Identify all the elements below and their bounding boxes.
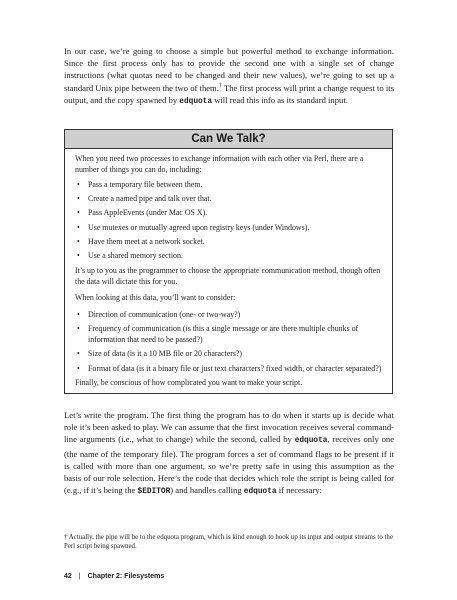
body-text-3: ) and handles calling (170, 485, 244, 496)
list-item: • Direction of communication (one- or two-way?) (75, 310, 385, 320)
intro-text-1: In our case, we’re going to choose a simple but powerful method to exchange information. Since the first process only has to provide the second one with a single set of change instructions (what quotas need to be changed and their new values), we’re going to set up a standard Unix pipe between the two of them. (64, 46, 394, 93)
sidebar-closing-text: Finally, be conscious of how complicated you want to make your script. (75, 378, 303, 387)
list-item: • Pass a temporary file between them. (75, 179, 385, 190)
footer-separator: | (78, 573, 81, 580)
sidebar-title: Can We Talk? (191, 133, 266, 145)
list-item: • Create a named pipe and talk over that. (75, 193, 385, 204)
body-text-4: if necessary: (276, 485, 322, 496)
sidebar-consider-lead: When looking at this data, you’ll want to consider: (75, 293, 236, 302)
list-item: • Frequency of communication (is this a single message or are there multiple chunks of information that need to be passed?) (75, 324, 385, 345)
considerations-list (75, 310, 385, 378)
list-item: • Pass AppleEvents (under Mac OS X). (75, 207, 385, 218)
chapter-title: Chapter 2: Filesystems (87, 573, 165, 580)
body-text-2: , receives only one (the name of the temporary file). The program forces a set of command flags to be present if it is called with more than one argument, so we’re pretty safe in using this assumption as the basis of our role selection. Here’s the code that decides which role the script is being called for (e.g., if it’s being the (64, 434, 395, 496)
body-text-1: Let’s write the program. The first thing the program has to do when it starts up is decide what role it’s been asked to play. We can assume that the first invocation receives several command-line arguments (i.e., what to change) while the second, called by (64, 410, 394, 445)
footnote (64, 533, 394, 552)
page-number: 42 (64, 573, 72, 580)
ipc-methods-list (75, 179, 385, 264)
sidebar-title-bar (65, 130, 392, 149)
intro-paragraph (64, 45, 394, 108)
footnote-marker: † (64, 534, 68, 541)
page-footer (64, 573, 164, 580)
inline-code-edquota: edquota (179, 97, 213, 106)
list-item: • Have them meet at a network socket. (75, 236, 385, 247)
body-paragraph (64, 409, 394, 498)
sidebar-middle-text: It’s up to you as the programmer to choose the appropriate communication method, though often the data will dictate this for you. (75, 266, 381, 286)
sidebar-box (64, 129, 393, 394)
inline-code-editor: $EDITOR (137, 488, 171, 497)
intro-text-3: will read this info as its standard input. (212, 94, 348, 105)
intro-text-2: The first process will print a change request to its output, and the copy spawned by (64, 82, 394, 105)
list-item: • Use a shared memory section. (75, 250, 385, 261)
inline-code-edquota: edquota (243, 488, 277, 497)
footnote-text: Actually, the pipe will be to the edquota program, which is kind enough to hook up its input and output streams to the Perl script being spawned. (64, 534, 393, 551)
inline-code-edquota: edquota (294, 437, 328, 446)
list-item: • Format of data (is it a binary file or just text characters? fixed width, or character separated?) (75, 364, 385, 374)
list-item: • Use mutexes or mutually agreed upon registry keys (under Windows). (75, 222, 385, 233)
sidebar-lead-text: When you need two processes to exchange information with each other via Perl, there are a number of things you can do, including: (75, 154, 364, 174)
list-item: • Size of data (is it a 10 MB file or 20 characters?) (75, 349, 385, 359)
footnote-reference: † (218, 82, 222, 89)
